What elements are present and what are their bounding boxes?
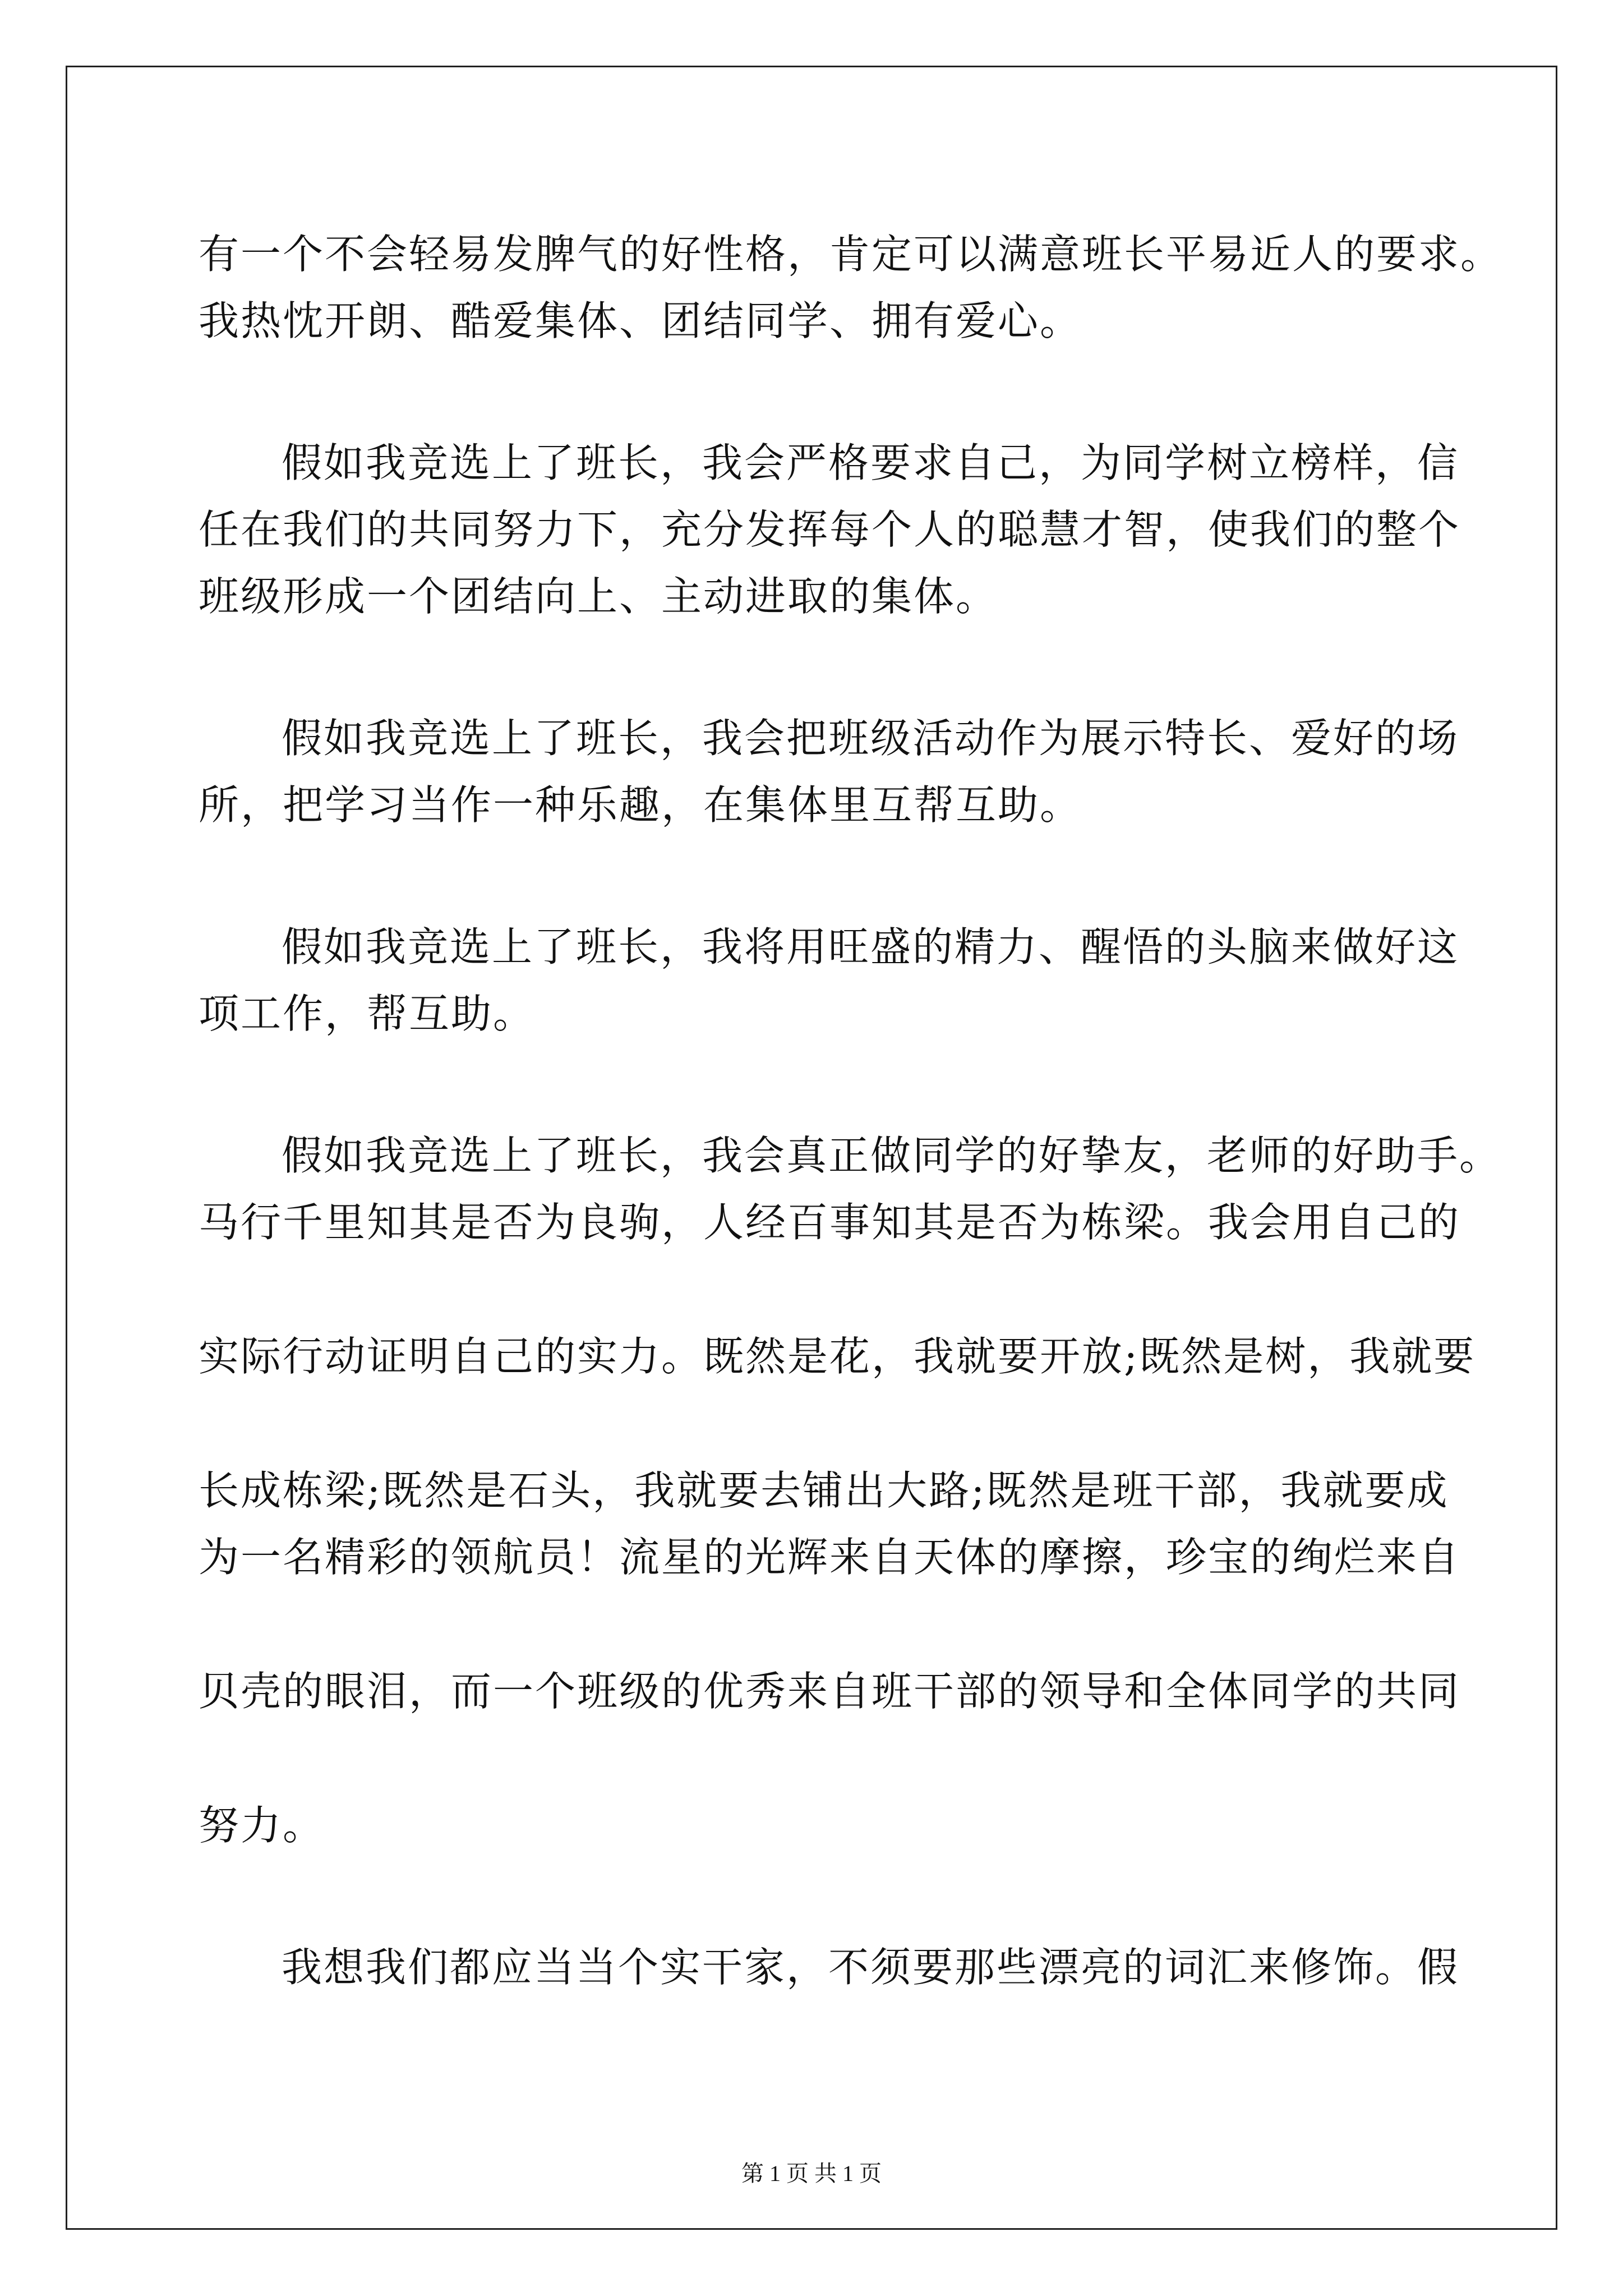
paragraph-start-line: 我想我们都应当当个实干家，不须要那些漂亮的词汇来修饰。假 bbox=[282, 1944, 1460, 1991]
text-line: 所，把学习当作一种乐趣，在集体里互帮互助。 bbox=[199, 781, 1082, 829]
text-line: 项工作，帮互助。 bbox=[199, 990, 536, 1037]
text-line: 长成栋梁;既然是石头，我就要去铺出大路;既然是班干部，我就要成 bbox=[199, 1467, 1449, 1514]
text-line: 贝壳的眼泪，而一个班级的优秀来自班干部的领导和全体同学的共同 bbox=[199, 1668, 1461, 1715]
page-number-footer: 第 1 页 共 1 页 bbox=[741, 2161, 882, 2186]
text-line: 任在我们的共同努力下，充分发挥每个人的聪慧才智，使我们的整个 bbox=[199, 506, 1461, 553]
text-line: 努力。 bbox=[199, 1802, 325, 1849]
text-line: 我热忱开朗、酷爱集体、团结同学、拥有爱心。 bbox=[199, 297, 1082, 344]
text-line: 为一名精彩的领航员！流星的光辉来自天体的摩擦，珍宝的绚烂来自 bbox=[199, 1534, 1461, 1581]
text-line: 有一个不会轻易发脾气的好性格，肯定可以满意班长平易近人的要求。 bbox=[199, 231, 1503, 278]
text-line: 马行千里知其是否为良驹，人经百事知其是否为栋梁。我会用自己的 bbox=[199, 1199, 1461, 1246]
paragraph-start-line: 假如我竞选上了班长，我将用旺盛的精力、醒悟的头脑来做好这 bbox=[282, 923, 1460, 970]
paragraph-start-line: 假如我竞选上了班长，我会严格要求自己，为同学树立榜样，信 bbox=[282, 439, 1460, 486]
text-line: 班级形成一个团结向上、主动进取的集体。 bbox=[199, 573, 998, 620]
paragraph-start-line: 假如我竞选上了班长，我会把班级活动作为展示特长、爱好的场 bbox=[282, 715, 1460, 762]
text-line: 实际行动证明自己的实力。既然是花，我就要开放;既然是树，我就要 bbox=[199, 1333, 1476, 1380]
paragraph-start-line: 假如我竞选上了班长，我会真正做同学的好挚友，老师的好助手。 bbox=[282, 1132, 1502, 1179]
